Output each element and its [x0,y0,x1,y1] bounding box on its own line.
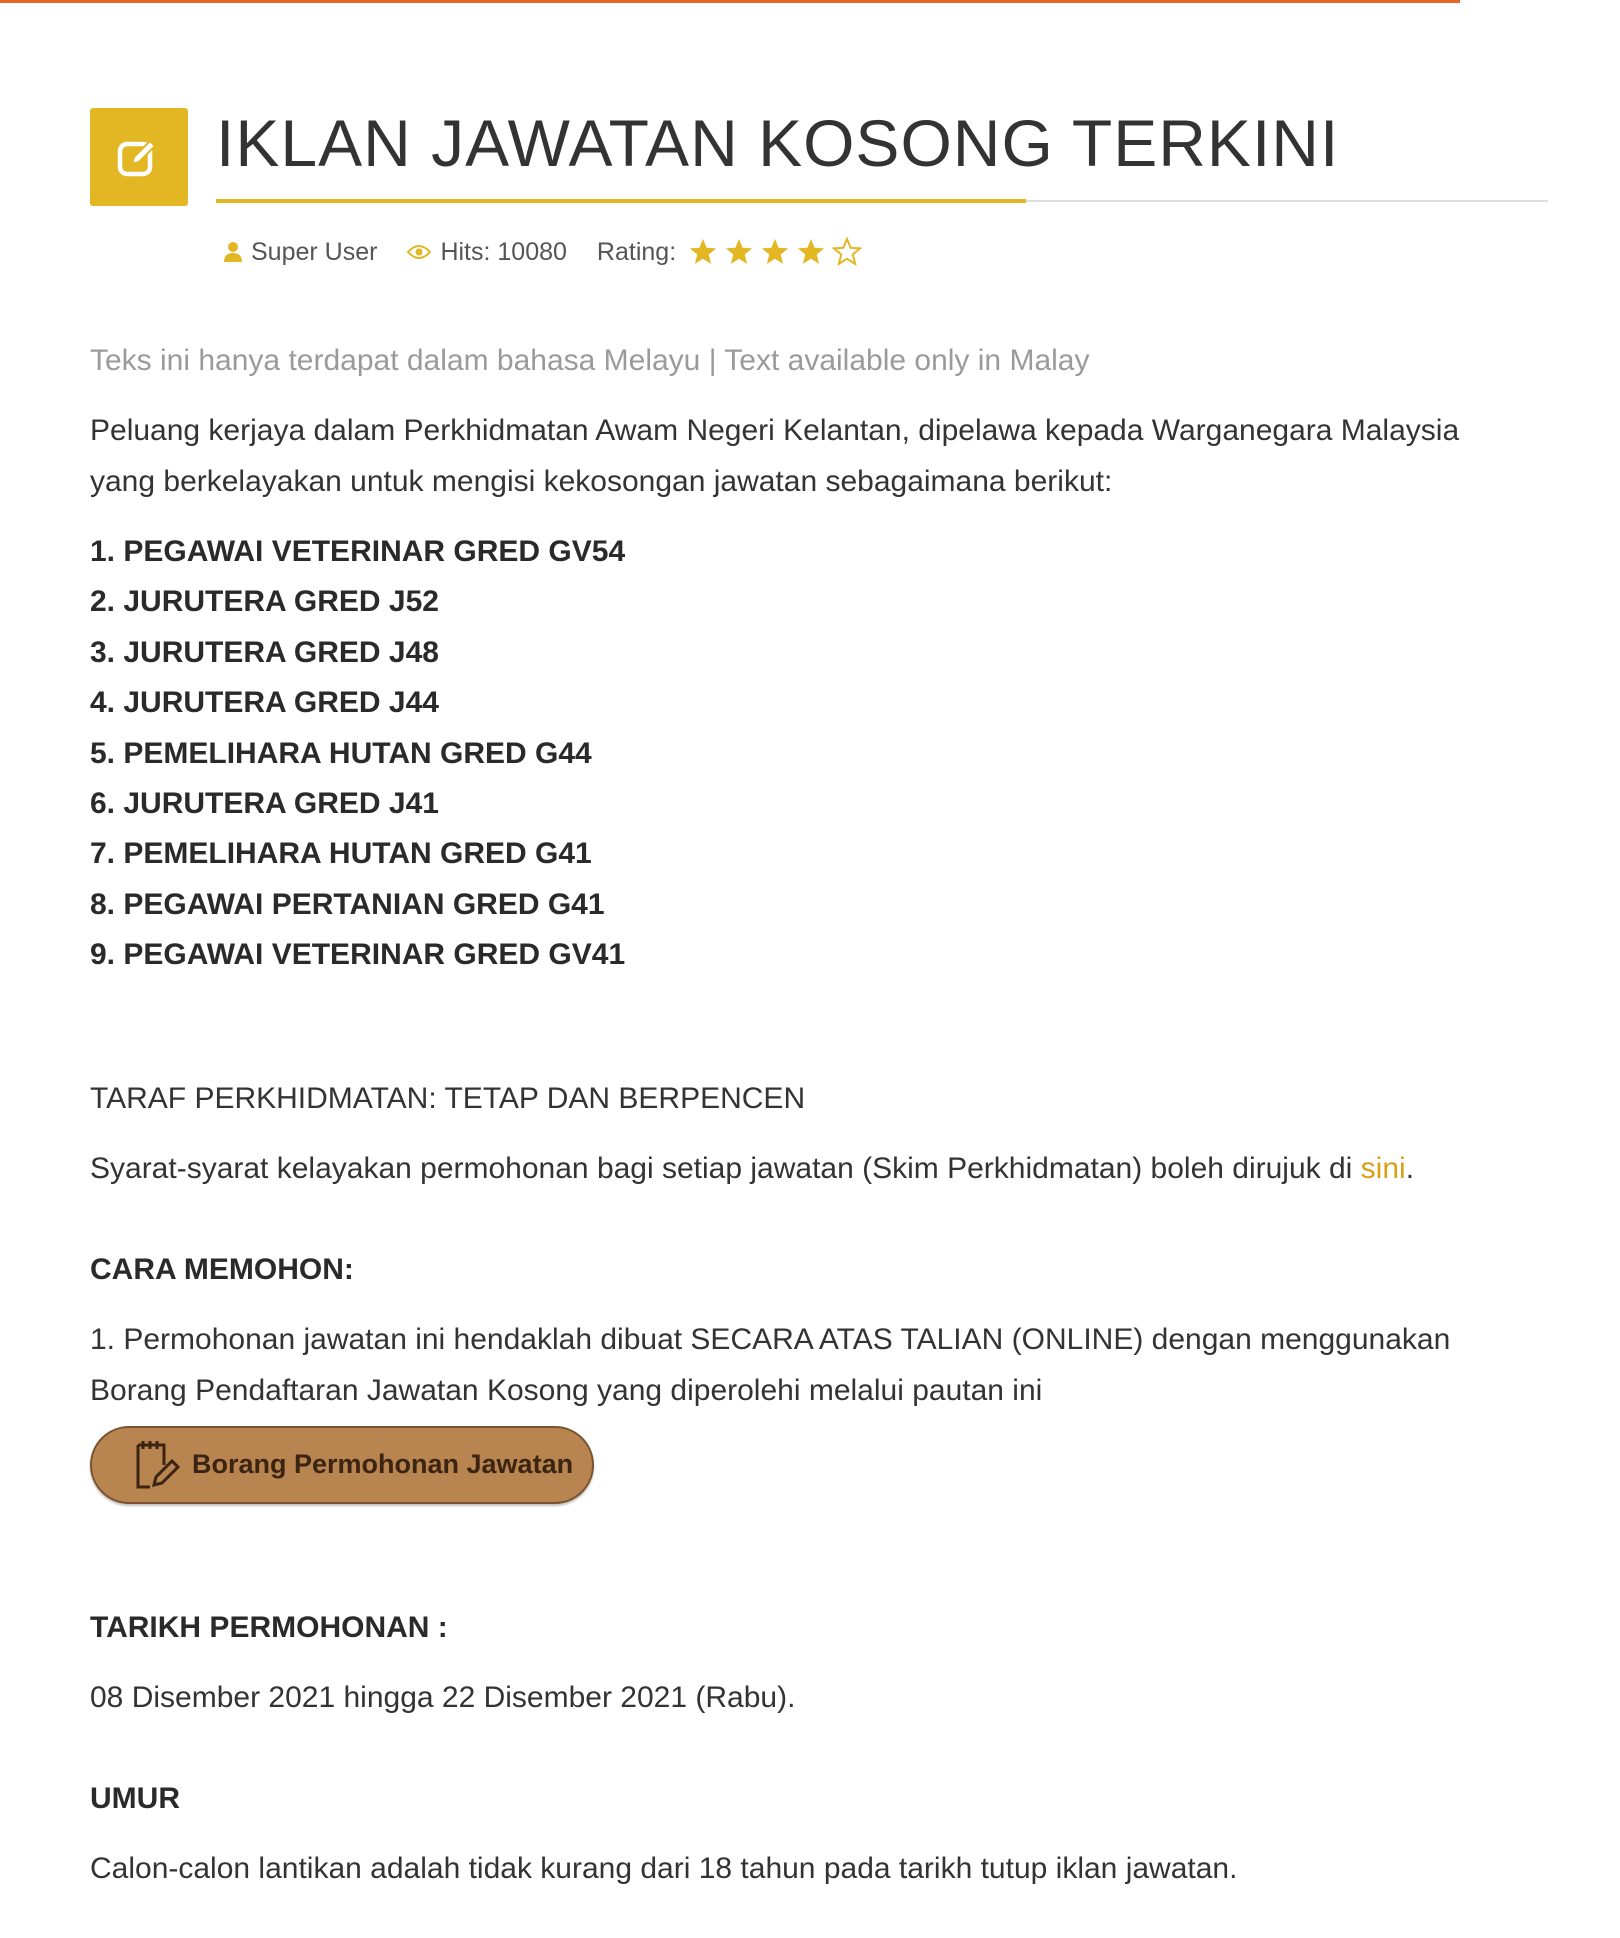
author-name[interactable]: Super User [251,237,378,266]
title-divider-accent [216,199,1026,203]
star-icon[interactable] [724,237,754,267]
star-icon[interactable] [688,237,718,267]
hits-count: Hits: 10080 [440,237,567,266]
list-item: 7. PEMELIHARA HUTAN GRED G41 [90,837,592,871]
requirements-text: Syarat-syarat kelayakan permohonan bagi setiap jawatan (Skim Perkhidmatan) boleh dirujuk di sini. [90,1151,1415,1185]
list-item: 8. PEGAWAI PERTANIAN GRED G41 [90,887,605,921]
age-heading: UMUR [90,1781,180,1815]
list-item: 2. JURUTERA GRED J52 [90,585,439,619]
star-icon[interactable] [760,237,790,267]
article-body [90,335,1550,1894]
page-title: IKLAN JAWATAN KOSONG TERKINI [216,106,1340,180]
edit-icon[interactable] [90,108,188,206]
notepad-pen-icon [130,1439,180,1491]
apply-form-button[interactable] [90,1426,594,1504]
requirements-link[interactable]: sini [1360,1151,1406,1185]
how-to-apply-heading: CARA MEMOHON: [90,1252,354,1286]
hits-meta [407,238,566,267]
top-accent-line [0,0,1460,3]
list-item: 6. JURUTERA GRED J41 [90,787,439,821]
star-icon[interactable] [832,237,862,267]
list-item: 9. PEGAWAI VETERINAR GRED GV41 [90,938,626,972]
list-item: 4. JURUTERA GRED J44 [90,686,439,720]
rating-stars[interactable] [688,237,868,267]
rating-label: Rating: [596,237,677,266]
application-date-text: 08 Disember 2021 hingga 22 Disember 2021 (Rabu). [90,1680,796,1714]
intro-line-2: yang berkelayakan untuk mengisi kekosongan jawatan sebagaimana berikut: [90,465,1113,498]
service-status: TARAF PERKHIDMATAN: TETAP DAN BERPENCEN [90,1081,806,1115]
intro-line-1: Peluang kerjaya dalam Perkhidmatan Awam Negeri Kelantan, dipelawa kepada Warganegara Malaysia [90,414,1460,447]
language-note: Teks ini hanya terdapat dalam bahasa Melayu | Text available only in Malay [90,344,1090,377]
eye-icon [407,244,431,260]
position-list [90,527,1550,981]
list-item: 1. PEGAWAI VETERINAR GRED GV54 [90,535,626,568]
author-meta [224,238,377,267]
how-to-apply-line-2: Borang Pendaftaran Jawatan Kosong yang diperolehi melalui pautan ini [90,1373,1043,1407]
user-icon [224,241,242,263]
rating-meta [597,237,868,267]
apply-form-button-label: Borang Permohonan Jawatan [192,1449,574,1480]
application-date-heading: TARIKH PERMOHONAN : [90,1610,448,1644]
article-header [90,108,1550,208]
star-icon[interactable] [796,237,826,267]
list-item: 3. JURUTERA GRED J48 [90,635,439,669]
list-item: 5. PEMELIHARA HUTAN GRED G44 [90,736,592,770]
article-meta [224,232,898,272]
age-text: Calon-calon lantikan adalah tidak kurang dari 18 tahun pada tarikh tutup iklan jawatan. [90,1851,1238,1885]
how-to-apply-line-1: 1. Permohonan jawatan ini hendaklah dibuat SECARA ATAS TALIAN (ONLINE) dengan menggunakan [90,1322,1451,1356]
